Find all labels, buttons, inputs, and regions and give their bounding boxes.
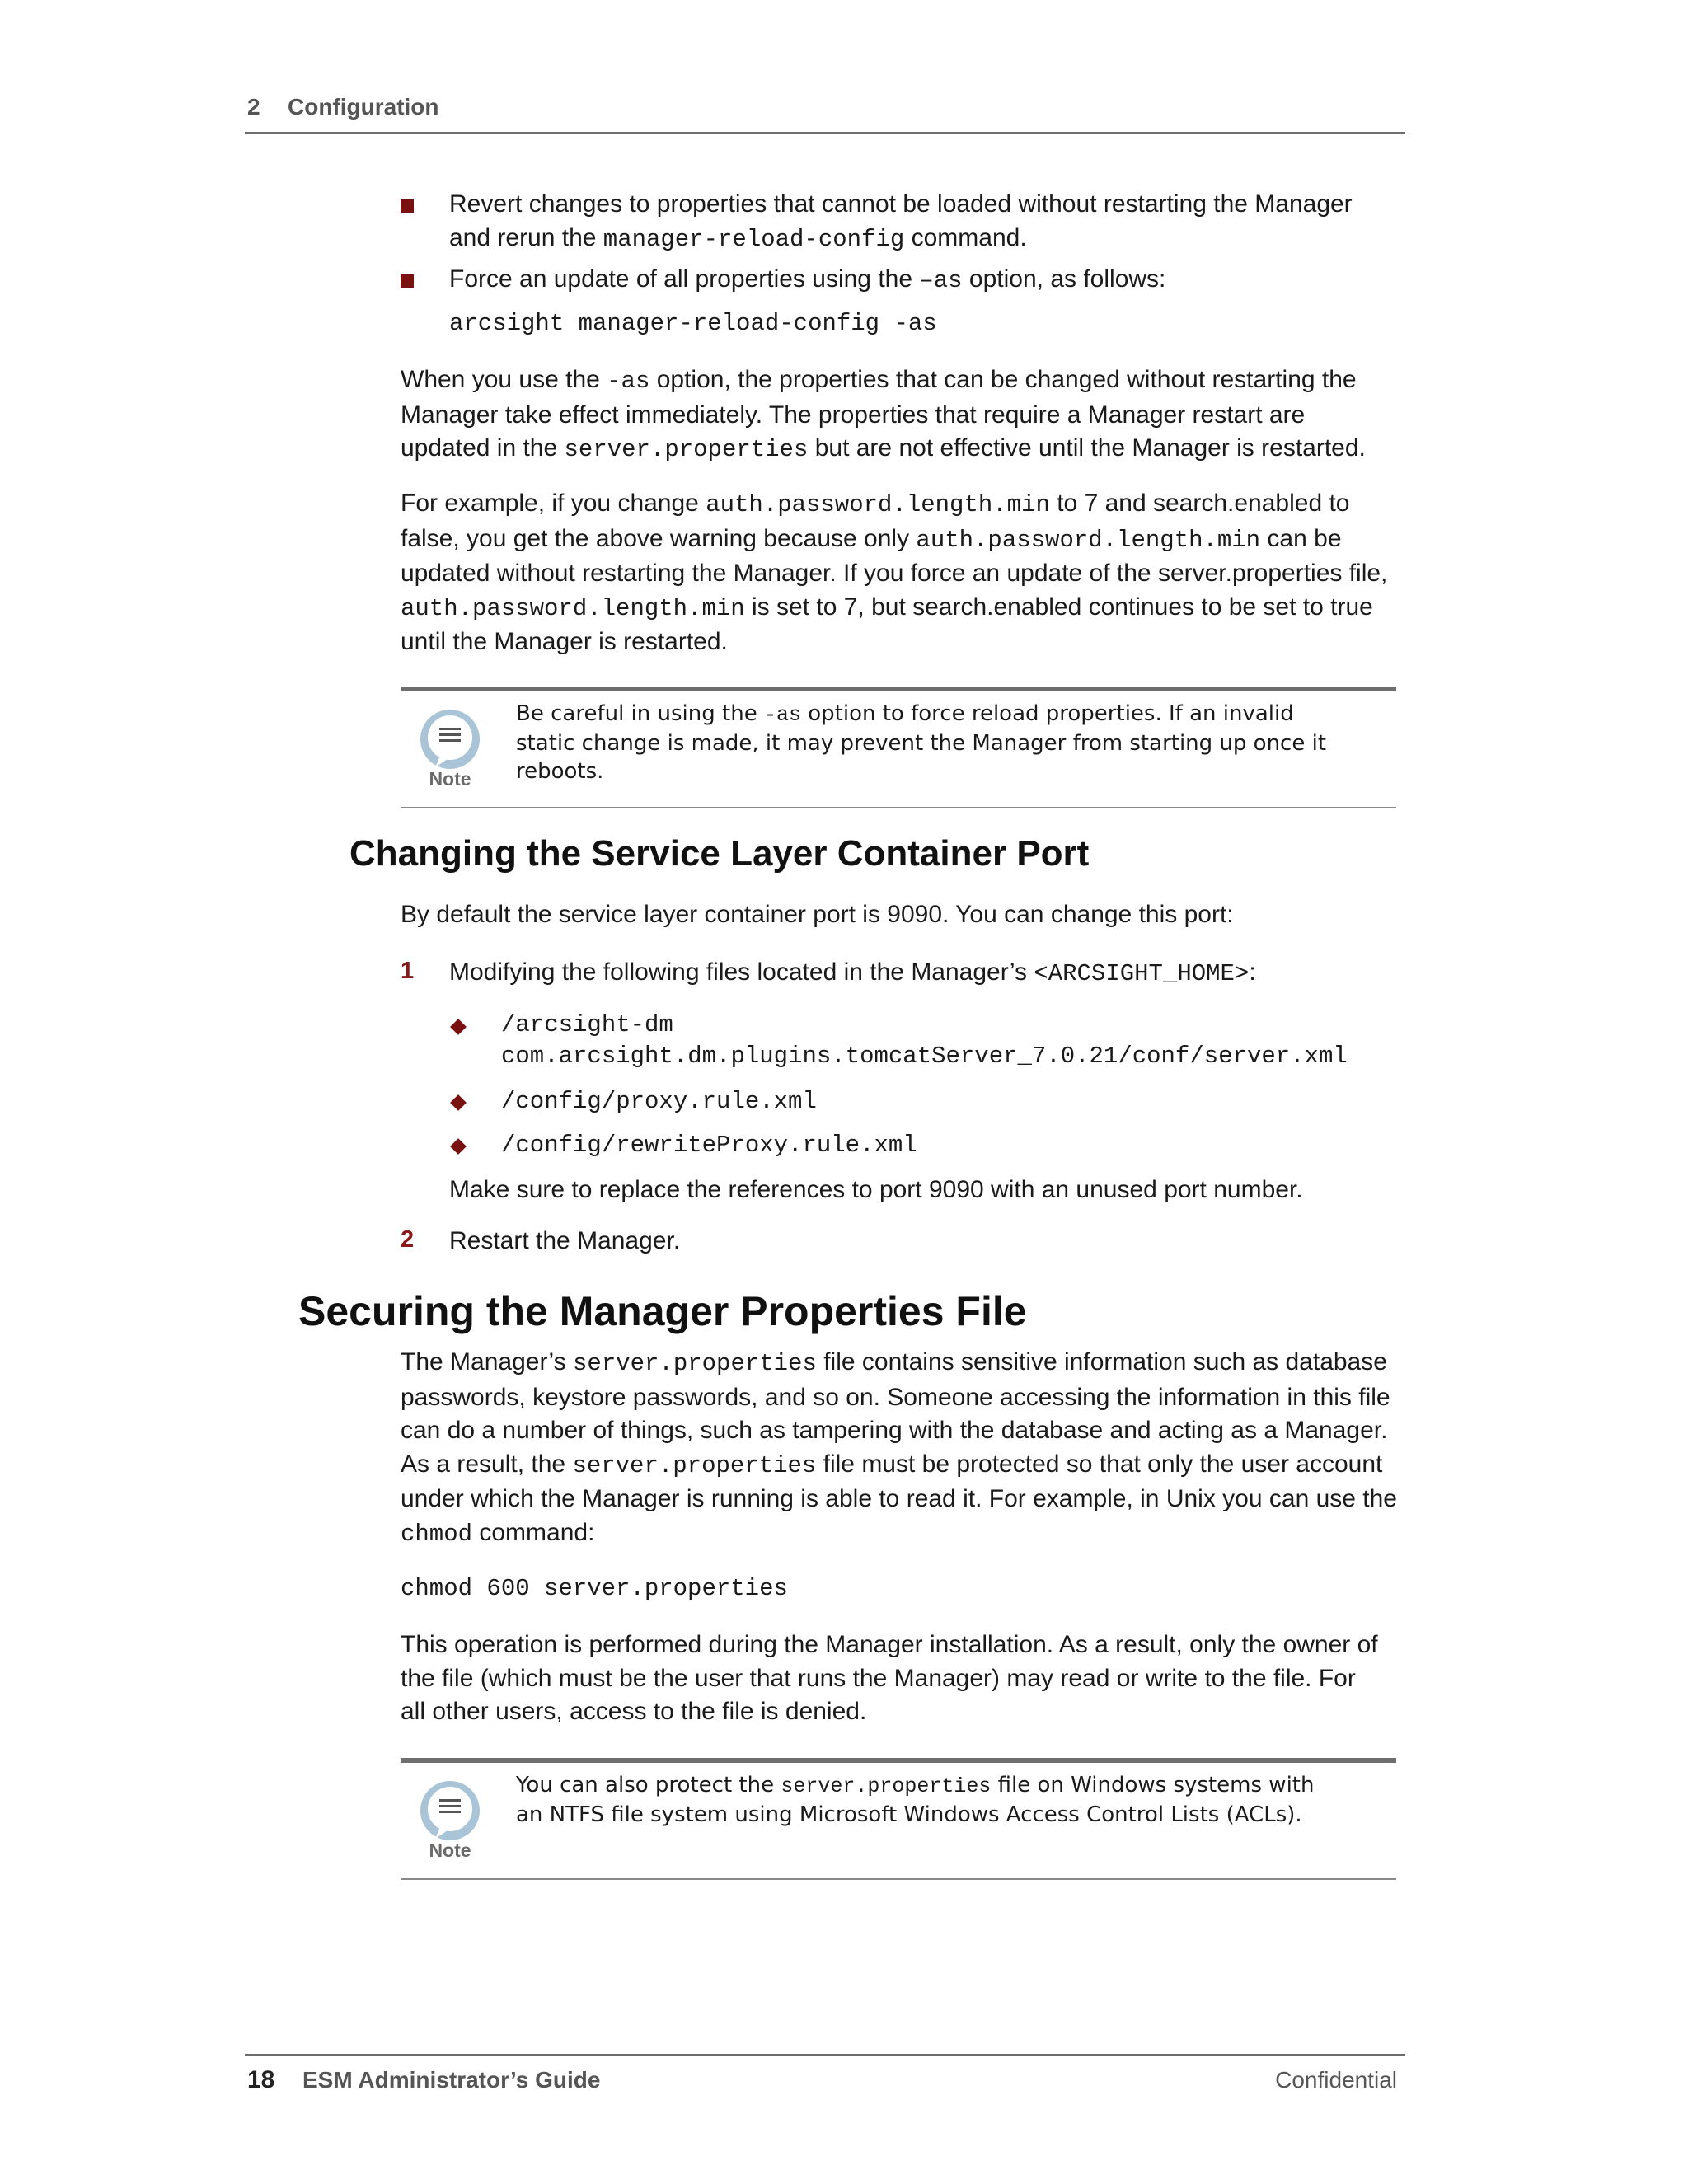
note-speech-bubble-icon xyxy=(417,1779,483,1845)
bullet-text: Force an update of all properties using the xyxy=(449,265,920,293)
bullet-item-force xyxy=(449,263,1405,298)
text: updated in the xyxy=(401,434,565,462)
text: You can also protect the xyxy=(516,1773,781,1797)
note-text xyxy=(516,1771,1373,1829)
note-label: Note xyxy=(429,1840,471,1861)
text: command: xyxy=(472,1518,595,1546)
inline-code: auth.password.length.min xyxy=(706,491,1050,518)
text: This operation is performed during the Manager installation. As a result, only the owner of xyxy=(401,1631,1378,1658)
text: is set to 7, but search.enabled continues to be set to true xyxy=(744,593,1373,621)
file-path-list-item xyxy=(501,1010,1348,1072)
step-2: Restart the Manager. xyxy=(449,1227,681,1254)
paragraph-as-option xyxy=(401,363,1414,467)
guide-title: ESM Administrator’s Guide xyxy=(302,2067,601,2093)
inline-code: server.properties xyxy=(781,1774,992,1798)
paragraph-sensitive-info xyxy=(401,1346,1414,1551)
text: can do a number of things, such as tampering with the database and acting as a Manager. xyxy=(401,1417,1388,1444)
bullet-text: and rerun the xyxy=(449,223,603,251)
text: until the Manager is restarted. xyxy=(401,628,728,655)
bullet-text: option, as follows: xyxy=(962,265,1166,293)
text: file must be protected so that only the user account xyxy=(816,1450,1383,1478)
square-bullet-icon xyxy=(401,274,414,288)
text: file on Windows systems with xyxy=(991,1773,1315,1797)
text: under which the Manager is running is able to read it. For example, in Unix you can use the xyxy=(401,1485,1397,1512)
inline-code: manager-reload-config xyxy=(603,225,905,253)
note-speech-bubble-icon xyxy=(417,708,483,774)
running-header xyxy=(245,91,1405,134)
bullet-item-revert xyxy=(449,188,1405,256)
text: Modifying the following files located in the Manager’s xyxy=(449,958,1034,986)
inline-code: -as xyxy=(763,703,801,727)
inline-code: -as xyxy=(607,368,650,395)
note-text xyxy=(516,700,1373,785)
text: but are not effective until the Manager is restarted. xyxy=(808,434,1366,462)
text: file contains sensitive information such as database xyxy=(816,1348,1387,1376)
file-path: /arcsight-dm xyxy=(501,1011,673,1038)
inline-code: server.properties xyxy=(572,1451,817,1479)
file-path: com.arcsight.dm.plugins.tomcatServer_7.0.21/conf/server.xml xyxy=(501,1043,1348,1070)
diamond-bullet-icon xyxy=(450,1019,467,1035)
paragraph-example xyxy=(401,487,1414,659)
text: For example, if you change xyxy=(401,490,706,517)
inline-code: server.properties xyxy=(573,1350,817,1377)
text: The Manager’s xyxy=(401,1348,574,1376)
text: Manager take effect immediately. The properties that require a Manager restart are xyxy=(401,401,1306,429)
bullet-text: command. xyxy=(904,223,1027,251)
text: option, the properties that can be changed without restarting the xyxy=(649,366,1357,393)
inline-code: <ARCSIGHT_HOME> xyxy=(1034,960,1250,987)
running-footer xyxy=(245,2054,1405,2106)
inline-code: –as xyxy=(919,267,963,294)
diamond-bullet-icon xyxy=(450,1094,467,1111)
heading-securing-properties: Securing the Manager Properties File xyxy=(298,1288,1027,1334)
text: to 7 and search.enabled to xyxy=(1049,490,1350,517)
inline-code: auth.password.length.min xyxy=(401,594,745,622)
text: the file (which must be the user that runs the Manager) may read or write to the file. For xyxy=(401,1664,1356,1692)
text: As a result, the xyxy=(401,1450,573,1478)
text: Be careful in using the xyxy=(516,701,764,726)
diamond-bullet-icon xyxy=(450,1138,467,1155)
inline-code: server.properties xyxy=(564,436,809,463)
text: passwords, keystore passwords, and so on. Someone accessing the information in this file xyxy=(401,1383,1390,1411)
text: updated without restarting the Manager. If you force an update of the server.properties file, xyxy=(401,560,1388,587)
note-box xyxy=(401,1758,1396,1880)
code-chmod-command: chmod 600 server.properties xyxy=(401,1575,788,1602)
text: can be xyxy=(1260,524,1342,552)
bullet-text: Revert changes to properties that cannot be loaded without restarting the Manager xyxy=(449,190,1353,218)
note-box xyxy=(401,687,1396,808)
inline-code: auth.password.length.min xyxy=(916,526,1261,554)
text: false, you get the above warning because only xyxy=(401,524,917,552)
step-number: 2 xyxy=(401,1226,415,1253)
text: an NTFS file system using Microsoft Windows Access Control Lists (ACLs). xyxy=(516,1802,1302,1827)
page-number: 18 xyxy=(247,2066,275,2093)
text: : xyxy=(1249,958,1256,986)
chapter-number: 2 xyxy=(247,94,260,120)
text: When you use the xyxy=(401,366,607,393)
step-1 xyxy=(449,956,1256,991)
text: all other users, access to the file is denied. xyxy=(401,1698,867,1725)
classification-label: Confidential xyxy=(1275,2067,1397,2093)
text: static change is made, it may prevent the Manager from starting up once it xyxy=(516,731,1327,756)
text: reboots. xyxy=(516,759,604,784)
chapter-title: Configuration xyxy=(288,94,439,120)
text: option to force reload properties. If an invalid xyxy=(800,701,1294,726)
step-number: 1 xyxy=(401,958,415,984)
file-path: /config/proxy.rule.xml xyxy=(501,1088,817,1115)
inline-code: chmod xyxy=(401,1520,473,1548)
note-label: Note xyxy=(429,768,471,790)
step-1-note: Make sure to replace the references to port 9090 with an unused port number. xyxy=(449,1176,1303,1203)
square-bullet-icon xyxy=(401,199,414,213)
code-reload-command: arcsight manager-reload-config -as xyxy=(449,310,937,337)
section-intro: By default the service layer container port is 9090. You can change this port: xyxy=(401,901,1234,928)
paragraph-installation xyxy=(401,1629,1414,1729)
file-path: /config/rewriteProxy.rule.xml xyxy=(501,1132,917,1159)
heading-service-layer-port: Changing the Service Layer Container Port xyxy=(349,833,1090,874)
